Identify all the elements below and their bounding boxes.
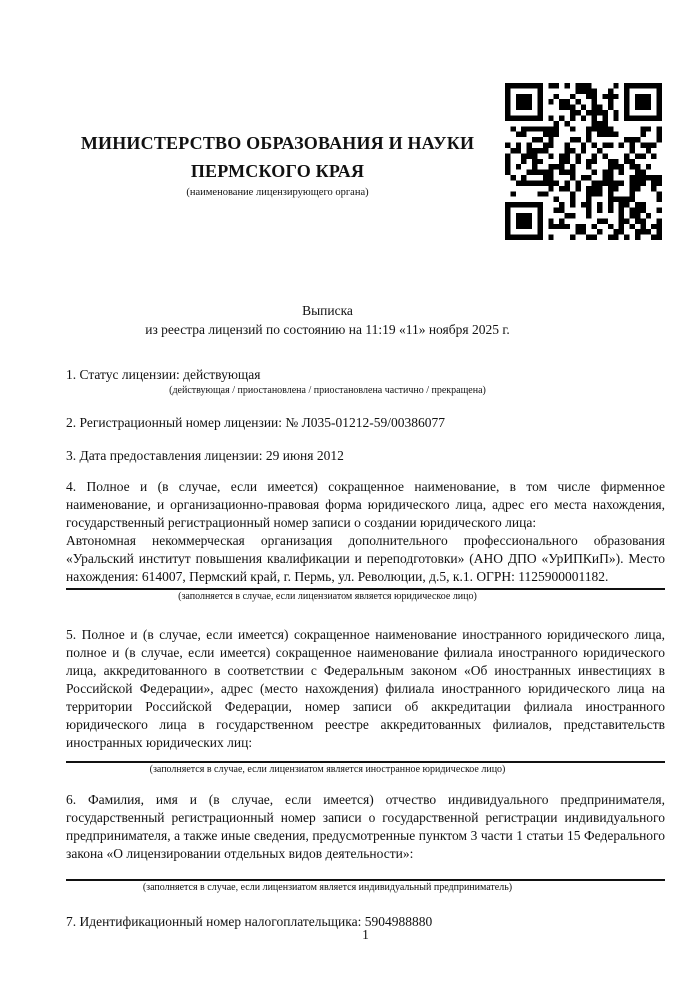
foreign-entity-caption: (заполняется в случае, если лицензиатом является иностранное юридическое лицо): [149, 764, 506, 775]
entrepreneur-caption: (заполняется в случае, если лицензиатом является индивидуальный предприниматель): [142, 882, 513, 893]
document-header: [0, 0, 700, 240]
license-status-caption: (действующая / приостановлена / приостановлена частично / прекращена): [169, 385, 486, 396]
licensing-authority-caption: (наименование лицензирующего органа): [186, 187, 369, 198]
extract-title-line1: Выписка: [302, 303, 353, 318]
licensing-authority-block: [66, 83, 505, 200]
foreign-entity-label: 5. Полное и (в случае, если имеется) сокращенное наименование иностранного юридического лица, полное и (в случае, если имеется) сокращенное наименование филиала иностранного юридического лица, аккредитованного в соответствии с Федеральным законом «Об иностранных инвестициях в Российской Федерации», адрес (место нахождения) филиала иностранного юридического лица на территории Российской Федерации, номер записи об аккредитации филиала иностранного юридического лица в государственном реестре аккредитованных филиалов, представительств иностранных юридических лиц:: [66, 627, 665, 750]
ministry-name-line2: ПЕРМСКОГО КРАЯ: [190, 161, 365, 181]
grant-date-text: 3. Дата предоставления лицензии: 29 июня 2012: [66, 448, 344, 463]
page-number: 1: [362, 927, 369, 942]
ministry-name-line1: МИНИСТЕРСТВО ОБРАЗОВАНИЯ И НАУКИ: [80, 133, 475, 153]
item-grant-date: [66, 447, 665, 465]
item-foreign-entity: [66, 626, 665, 777]
item-legal-entity: [66, 478, 665, 604]
legal-entity-value: Автономная некоммерческая организация дополнительного профессионального образования «Уральский институт повышения квалификации и переподготовки» (АНО ДПО «УрИПКиП»). Место нахождения: 614007, Пермский край, г. Пермь, ул. Революции, д.5, к.1. ОГРН: 1125900001182.: [66, 533, 665, 584]
item-registration-number: [66, 414, 665, 432]
extract-title: [66, 301, 589, 339]
item-entrepreneur: [66, 791, 665, 895]
entrepreneur-label: 6. Фамилия, имя и (в случае, если имеется) отчество индивидуального предпринимателя, государственный регистрационный номер записи о государственной регистрации индивидуального предпринимателя, а также иные сведения, предусмотренные пунктом 3 части 1 статьи 15 Федерального закона «О лицензировании отдельных видов деятельности»:: [66, 792, 665, 861]
license-status-text: 1. Статус лицензии: действующая: [66, 367, 261, 382]
item-license-status: [66, 366, 665, 398]
qr-code-icon: [505, 83, 662, 240]
extract-title-line2: из реестра лицензий по состоянию на 11:19 «11» ноября 2025 г.: [145, 322, 510, 337]
registration-number-text: 2. Регистрационный номер лицензии: № Л035-01212-59/00386077: [66, 415, 446, 430]
document-body: [66, 301, 665, 931]
legal-entity-label: 4. Полное и (в случае, если имеется) сокращенное наименование, в том числе фирменное наименование, и организационно-правовая форма юридического лица, адрес его места нахождения, государственный регистрационный номер записи о создании юридического лица:: [66, 479, 665, 530]
legal-entity-caption: (заполняется в случае, если лицензиатом является юридическое лицо): [178, 591, 477, 602]
taxpayer-number-text: 7. Идентификационный номер налогоплательщика: 5904988880: [66, 914, 433, 929]
